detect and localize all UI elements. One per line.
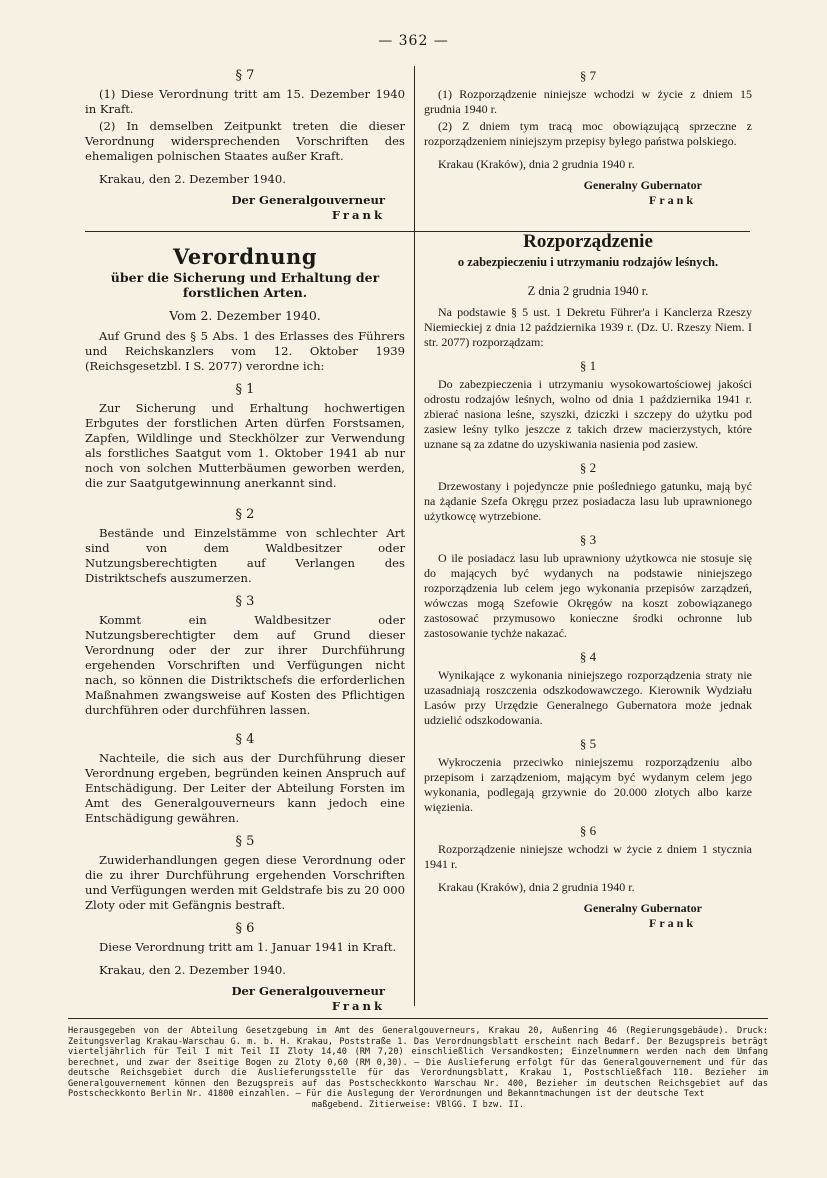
polish-section-number: § 1 bbox=[579, 358, 597, 373]
polish-previous-decree-end bbox=[424, 68, 752, 208]
polish-section-text: Drzewostany i pojedyncze pnie pośledniego gatunku, mają być na żądanie Szefa Okręgu przez posiadacza lasu lub uprawnionego użytkowcę wytrzebione. bbox=[424, 479, 752, 523]
polish-preamble: Na podstawie § 5 ust. 1 Dekretu Führer'a i Kanclerza Rzeszy Niemieckiej z dnia 12 października 1939 r. (Dz. U. Rzeszy Niem. I str. 2077) rozporządzam: bbox=[424, 305, 752, 349]
german-top-paragraph: (1) Diese Verordnung tritt am 15. Dezember 1940 in Kraft. bbox=[85, 87, 405, 116]
polish-section-text: Wynikające z wykonania niniejszego rozporządzenia straty nie uzasadniają roszczenia odszkodowawczego. Kierownik Wydziału Lasów przy Urzędzie Generalnego Gubernatora może jednak udzielić odszkodowania. bbox=[424, 668, 752, 727]
footer-last-line: maßgebend. Zitierweise: VBlGG. I bzw. II. bbox=[311, 1099, 525, 1110]
polish-decree-date: Z dnia 2 grudnia 1940 r. bbox=[527, 284, 649, 298]
polish-top-place-date: Krakau (Kraków), dnia 2 grudnia 1940 r. bbox=[438, 157, 635, 171]
german-previous-decree-end bbox=[85, 68, 405, 223]
polish-section-text: O ile posiadacz lasu lub uprawniony użytkowca nie stosuje się do mających być wydanych na podstawie niniejszego rozporządzenia lub celem jego wykonania przepisów zarządzeń, wówczas mogą Szefowie Okręgów na koszt zobowiązanego zastosować przymusowo konieczne środki ochronne lub zastosowanie tychże nakazać. bbox=[424, 551, 752, 640]
footer-rule bbox=[68, 1018, 768, 1019]
german-top-paragraph: (2) In demselben Zeitpunkt treten die dieser Verordnung widersprechenden Vorschriften des ehemaligen polnischen Staates außer Kraft. bbox=[85, 119, 405, 163]
polish-signature-title: Generalny Gubernator bbox=[583, 901, 702, 915]
german-top-section-number: § 7 bbox=[235, 68, 255, 83]
column-divider bbox=[414, 66, 415, 1006]
polish-section-number: § 5 bbox=[579, 736, 597, 751]
german-column bbox=[85, 60, 405, 1014]
german-preamble: Auf Grund des § 5 Abs. 1 des Erlasses des Führers und Reichskanzlers vom 12. Oktober 1939 (Reichsgesetzbl. I S. 2077) verordne ich: bbox=[85, 329, 405, 373]
german-section-number: § 6 bbox=[235, 921, 255, 936]
polish-signature-name: Frank bbox=[648, 916, 696, 930]
polish-decree-subtitle: o zabezpieczeniu i utrzymaniu rodzajów leśnych. bbox=[457, 255, 719, 269]
german-section-number: § 1 bbox=[235, 382, 255, 397]
polish-top-signature-name: Frank bbox=[648, 193, 696, 207]
polish-place-date: Krakau (Kraków), dnia 2 grudnia 1940 r. bbox=[438, 880, 635, 894]
german-section-number: § 2 bbox=[235, 507, 255, 522]
polish-section-number: § 4 bbox=[579, 649, 597, 664]
polish-top-paragraph: (1) Rozporządzenie niniejsze wchodzi w życie z dniem 15 grudnia 1940 r. bbox=[424, 87, 752, 116]
german-place-date: Krakau, den 2. Dezember 1940. bbox=[99, 963, 286, 977]
footer-text: Herausgegeben von der Abteilung Gesetzgebung im Amt des Generalgouverneurs, Krakau 20, Außenring 46 (Regierungsgebäude). Druck: Zeitungsverlag Krakau-Warschau G. m. b. H. Krakau, Poststraße 1. Das Verordnungsblatt erscheint nach Bedarf. Der Bezugspreis beträgt vierteljährlich für Teil I mit Teil II Zloty 14,40 (RM 7,20) einschließlich Versandkosten; Einzelnummern werden nach dem Umfang berechnet, und zwar der 8seitige Bogen zu Zloty 0,60 (RM 0,30). — Die Auslieferung erfolgt für das Generalgouvernement und für das deutsche Reichsgebiet durch die Auslieferungsstelle für das Verordnungsblatt, Krakau 1, Postschließfach 110. Bezieher im Generalgouvernement können den Bezugspreis auf das Postscheckkonto Warschau Nr. 400, Bezieher im deutschen Reichsgebiet auf das Postscheckkonto Berlin Nr. 41800 einzahlen. — Für die Auslegung der Verordnungen und Bekanntmachungen ist der deutsche Text bbox=[68, 1026, 768, 1099]
german-section-text: Nachteile, die sich aus der Durchführung dieser Verordnung ergeben, begründen keinen Anspruch auf Entschädigung. Der Leiter der Abteilung Forsten im Amt des Generalgouverneurs kann jedoch eine Entschädigung gewähren. bbox=[85, 751, 405, 825]
german-section-number: § 5 bbox=[235, 834, 255, 849]
polish-decree-title: Rozporządzenie bbox=[523, 231, 653, 252]
german-section-text: Kommt ein Waldbesitzer oder Nutzungsberechtigter dem auf Grund dieser Verordnung oder der zur ihrer Durchführung ergehenden Vorschriften und Verfügungen nicht nach, so können die Distriktschefs die erforderlichen Maßnahmen zwangsweise auf Kosten des Pflichtigen durchführen oder durchführen lassen. bbox=[85, 613, 405, 717]
german-top-place-date: Krakau, den 2. Dezember 1940. bbox=[99, 172, 286, 186]
polish-top-signature-title: Generalny Gubernator bbox=[583, 178, 702, 192]
polish-section-text: Do zabezpieczenia i utrzymaniu wysokowartościowej jakości odrostu rodzajów leśnych, wolno od dnia 1 października 1941 r. zbierać nasiona leśne, szyszki, dziczki i szczepy do użytku pod zasiew leśny tylko jeszcze z takich drzew macierzystych, które uznane są za zdatne do uzyskiwania nasienia pod zasiew. bbox=[424, 377, 752, 451]
german-section-text: Zuwiderhandlungen gegen diese Verordnung oder die zu ihrer Durchführung ergehenden Vorschriften und Verfügungen werden mit Geldstrafe bis zu 20 000 Zloty oder mit Gefängnis bestraft. bbox=[85, 853, 405, 912]
german-section-text: Bestände und Einzelstämme von schlechter Art sind von dem Waldbesitzer oder Nutzungsberechtigten auf Verlangen des Distriktschefs auszumerzen. bbox=[85, 526, 405, 585]
german-top-signature-name: Frank bbox=[331, 208, 385, 222]
polish-section-text: Rozporządzenie niniejsze wchodzi w życie z dniem 1 stycznia 1941 r. bbox=[424, 842, 752, 871]
page-number: — 362 — bbox=[378, 33, 449, 49]
german-section-number: § 4 bbox=[235, 732, 255, 747]
polish-section-text: Wykroczenia przeciwko niniejszemu rozporządzeniu albo przepisom i zarządzeniom, mającym być wydanym celem jego wykonania, podlegają grzywnie do 20.000 złotych albo karze więzienia. bbox=[424, 755, 752, 814]
polish-column bbox=[424, 60, 752, 931]
german-signature-name: Frank bbox=[331, 999, 385, 1013]
polish-top-paragraph: (2) Z dniem tym tracą moc obowiązującą sprzeczne z rozporządzeniem niniejszym przepisy byłego państwa polskiego. bbox=[424, 119, 752, 148]
polish-section-number: § 3 bbox=[579, 532, 597, 547]
german-section-text: Diese Verordnung tritt am 1. Januar 1941 in Kraft. bbox=[99, 940, 397, 954]
german-decree-date: Vom 2. Dezember 1940. bbox=[169, 308, 321, 323]
polish-section-number: § 2 bbox=[579, 460, 597, 475]
german-decree-subtitle: über die Sicherung und Erhaltung der forstlichen Arten. bbox=[110, 270, 380, 300]
german-decree-title: Verordnung bbox=[172, 244, 318, 269]
german-top-signature-title: Der Generalgouverneur bbox=[231, 193, 385, 207]
german-section-number: § 3 bbox=[235, 594, 255, 609]
polish-section-number: § 6 bbox=[579, 823, 597, 838]
polish-top-section-number: § 7 bbox=[579, 68, 597, 83]
german-section-text: Zur Sicherung und Erhaltung hochwertigen Erbgutes der forstlichen Arten dürfen Forstsamen, Zapfen, Wildlinge und Steckhölzer zur Verwendung als forstliches Saatgut vom 1. Oktober 1941 ab nur noch von solchen Mutterbäumen geworben werden, die zur Saatgutgewinnung anerkannt sind. bbox=[85, 401, 405, 490]
publisher-footer bbox=[68, 1026, 768, 1110]
german-signature-title: Der Generalgouverneur bbox=[231, 984, 385, 998]
